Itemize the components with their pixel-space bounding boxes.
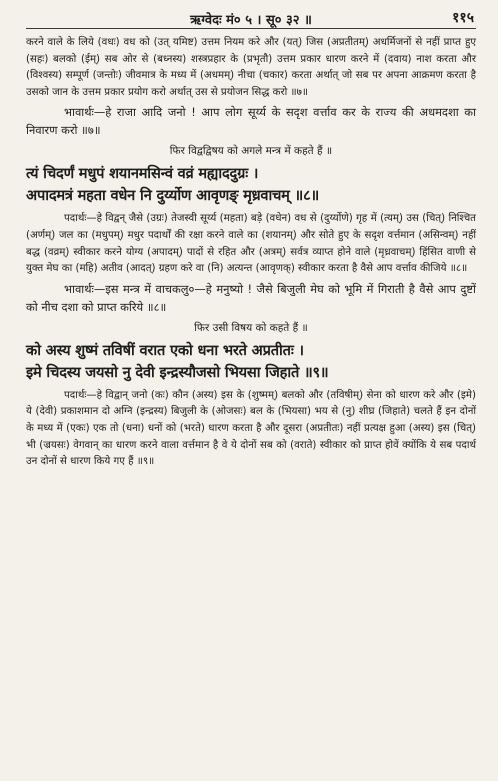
page-number: ११५ [452, 10, 474, 26]
mantra-8-line-2: अपादमत्रं महता वधेन नि दुर्य्योण आवृणङ् मृध्रवाचम् ॥८॥ [26, 187, 320, 205]
mantra-9-line-2: इमे चिदस्य जयसो नु देवी इन्द्रस्यौजसो भियसा जिहाते ॥९॥ [26, 363, 329, 381]
page-header [26, 8, 476, 29]
intro-mantra-9: फिर उसी विषय को कहते हैं ॥ [194, 321, 308, 334]
bhavartha-8: भावार्थः—इस मन्त्र में वाचकलु०—हे मनुष्यो ! जैसे बिजुली मेघ को भूमि में गिराती है वैसे आप दुष्टों को नीच दशा को प्राप्त करिये ॥८॥ [26, 281, 476, 314]
mantra-8-line-1: त्यं चिदर्णं मधुपं शयानमसिन्वं वव्रं मह्याददुग्रः । [26, 165, 259, 183]
intro-mantra-8: फिर विद्वद्विषय को अगले मन्त्र में कहते हैं ॥ [169, 145, 333, 158]
mantra-9-line-1: को अस्य शुष्मं तविषीं वरात एको धना भरते अप्रतीतः । [26, 341, 304, 359]
padartha-9: पदार्थः—हे विद्वान् जनो (कः) कौन (अस्य) इस के (शुष्मम्) बलको और (तविषीम्) सेना को धारण करे और (इमे) ये (देवी) प्रकाशमान दो अग्नि (इन्द्रस्य) बिजुली के (ओजसः) बल के (भियसा) भय से (नु) शीघ्र (जिहाते) चलते हैं इन दोनों के मध्य में (एकः) एक तो (धना) धनों को (भरते) धारण करता है और दूसरा (अप्रतीतः) नहीं प्रत्यक्ष हुआ (अस्य) इस (चित्) भी (ज्रयसः) वेगवान् का धारण करने वाला वर्त्तमान है वे ये दोनों सब को (वराते) स्वीकार को प्राप्त होवें क्योंकि ये सब पदार्थ उन दोनों से धारण किये गए हैं ॥९॥ [26, 389, 476, 468]
running-title: ऋग्वेदः मं० ५ । सू० ३२ ॥ [190, 13, 312, 28]
padartha-8: पदार्थः—हे विद्वन् जैसे (उग्रः) तेजस्वी सूर्य्य (महता) बड़े (वधेन) वध से (दुर्य्योणे) गृह में (त्यम्) उस (चित्) निश्चित (अर्णम्) जल का (मधुपम्) मधुर पदार्थों की रक्षा करने वाले का (शयानम्) और सोते हुए के सदृश वर्त्तमान (असिन्वम्) नहीं बद्ध (वव्रम्) स्वीकार करने योग्य (अपादम्) पादों से रहित और (अत्रम्) सर्वत्र व्याप्त होने वाले (मृध्रवाचम्) हिंसित वाणी से युक्त मेघ का (महि) अतीव (आदत्) ग्रहण करे वा (नि) अत्यन्त (आवृणक्) स्वीकार करता है वैसे आप वर्त्ताव कीजिये ॥८॥ [26, 213, 476, 275]
padartha-continued-7: करने वाले के लिये (वधः) वध को (उत् यमिष्ट) उत्तम नियम करे और (यत्) जिस (अप्रतीतम्) अधर्मिजनों से नहीं प्राप्त हुए (सहः) बलको (ईम्) सब ओर से (बध्नस्य) शस्त्रप्रहार के (प्रभृतौ) उत्तम प्रकार धारण करने में (दवाय) नाश करता और (विश्वस्य) सम्पूर्ण (जन्तोः) जीवमात्र के मध्य में (अधमम्) नीचा (चकार) करता अर्थात् जो सब पर अपना आक्रमण करता है उसको जान के उत्तम प्रकार प्रयोग करो अर्थात् उस से प्रयोजन सिद्ध करो ॥७॥ [26, 37, 476, 98]
bhavartha-7: भावार्थः—हे राजा आदि जनो ! आप लोग सूर्य्य के सदृश वर्त्ताव कर के राज्य की अधमदशा का निवारण करो ॥७॥ [26, 105, 476, 138]
